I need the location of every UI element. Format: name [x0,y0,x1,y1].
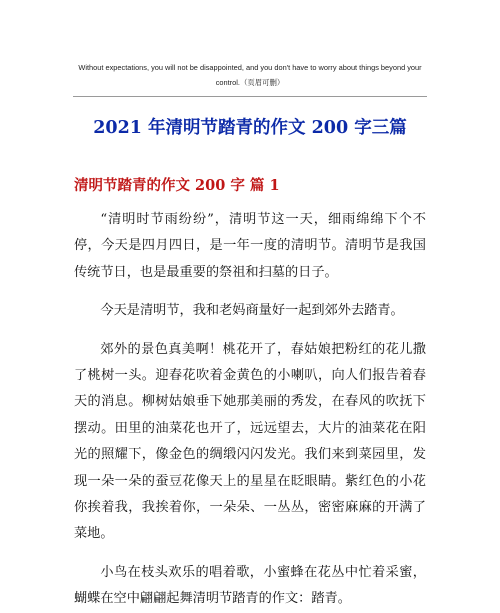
header-quote: Without expectations, you will not be disappointed, and you don't have to worry about things beyond your control.（页眉可删） [78,63,422,87]
document-title: 2021 年清明节踏青的作文 200 字三篇 [93,118,407,138]
paragraph-1: “清明时节雨纷纷”，清明节这一天，细雨绵绵下个不停，今天是四月四日，是一年一度的清明节。清明节是我国传统节日，也是最重要的祭祖和扫墓的日子。 [74,212,426,280]
body-text [74,207,426,613]
paragraph-2: 今天是清明节，我和老妈商量好一起到郊外去踏青。 [100,303,404,319]
section-heading: 清明节踏青的作文 200 字 篇 1 [74,177,280,194]
header-divider [73,96,427,97]
paragraph-4: 小鸟在枝头欢乐的唱着歌，小蜜蜂在花丛中忙着采蜜，蝴蝶在空中翩翩起舞清明节踏青的作文：踏青。 [74,564,426,607]
paragraph-3: 郊外的景色真美啊！桃花开了，春姑娘把粉红的花儿撒了桃树一头。迎春花吹着金黄色的小喇叭，向人们报告着春天的消息。柳树姑娘垂下她那美丽的秀发，在春风的吹抚下摆动。田里的油菜花也开了，远远望去，大片的油菜花在阳光的照耀下，像金色的绸缎闪闪发光。我们来到菜园里，发现一朵一朵的蚕豆花像天上的星星在眨眼睛。紫红色的小花你挨着我，我挨着你，一朵朵、一丛丛，密密麻麻的开满了菜地。 [74,341,426,542]
